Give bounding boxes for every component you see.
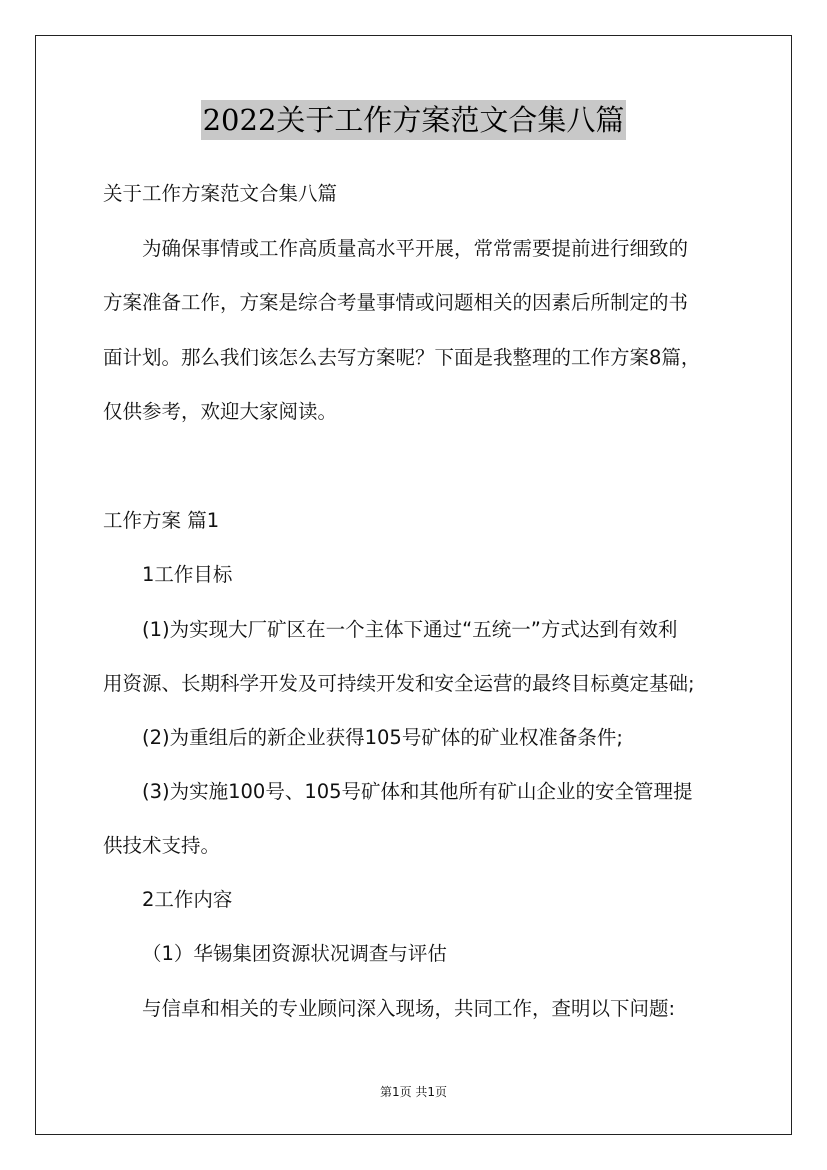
body-line: (1)为实现大厂矿区在一个主体下通过“五统一”方式达到有效利 bbox=[142, 618, 678, 641]
intro-line-2: 方案准备工作，方案是综合考量事情或问题相关的因素后所制定的书 bbox=[103, 291, 689, 314]
intro-line-4: 仅供参考，欢迎大家阅读。 bbox=[103, 400, 338, 423]
body-line: 与信卓和相关的专业顾问深入现场，共同工作，查明以下问题: bbox=[142, 997, 676, 1020]
body-line: 2工作内容 bbox=[142, 888, 233, 911]
page-number-footer: 第1页 共1页 bbox=[379, 1085, 448, 1099]
body-line: （1）华锡集团资源状况调查与评估 bbox=[142, 942, 447, 965]
body-line: (2)为重组后的新企业获得105号矿体的矿业权准备条件; bbox=[142, 726, 623, 749]
body-line: (3)为实施100号、105号矿体和其他所有矿山企业的安全管理提 bbox=[142, 780, 693, 803]
body-line: 供技术支持。 bbox=[103, 834, 221, 857]
subtitle: 关于工作方案范文合集八篇 bbox=[103, 182, 338, 205]
title-block bbox=[0, 100, 827, 140]
body-line: 用资源、长期科学开发及可持续开发和安全运营的最终目标奠定基础; bbox=[103, 672, 695, 695]
section-heading: 工作方案 篇1 bbox=[103, 509, 220, 532]
body-line: 1工作目标 bbox=[142, 563, 233, 586]
document-title: 2022关于工作方案范文合集八篇 bbox=[201, 100, 627, 140]
intro-line-1: 为确保事情或工作高质量高水平开展，常常需要提前进行细致的 bbox=[142, 237, 689, 260]
intro-line-3: 面计划。那么我们该怎么去写方案呢？下面是我整理的工作方案8篇， bbox=[103, 346, 701, 369]
